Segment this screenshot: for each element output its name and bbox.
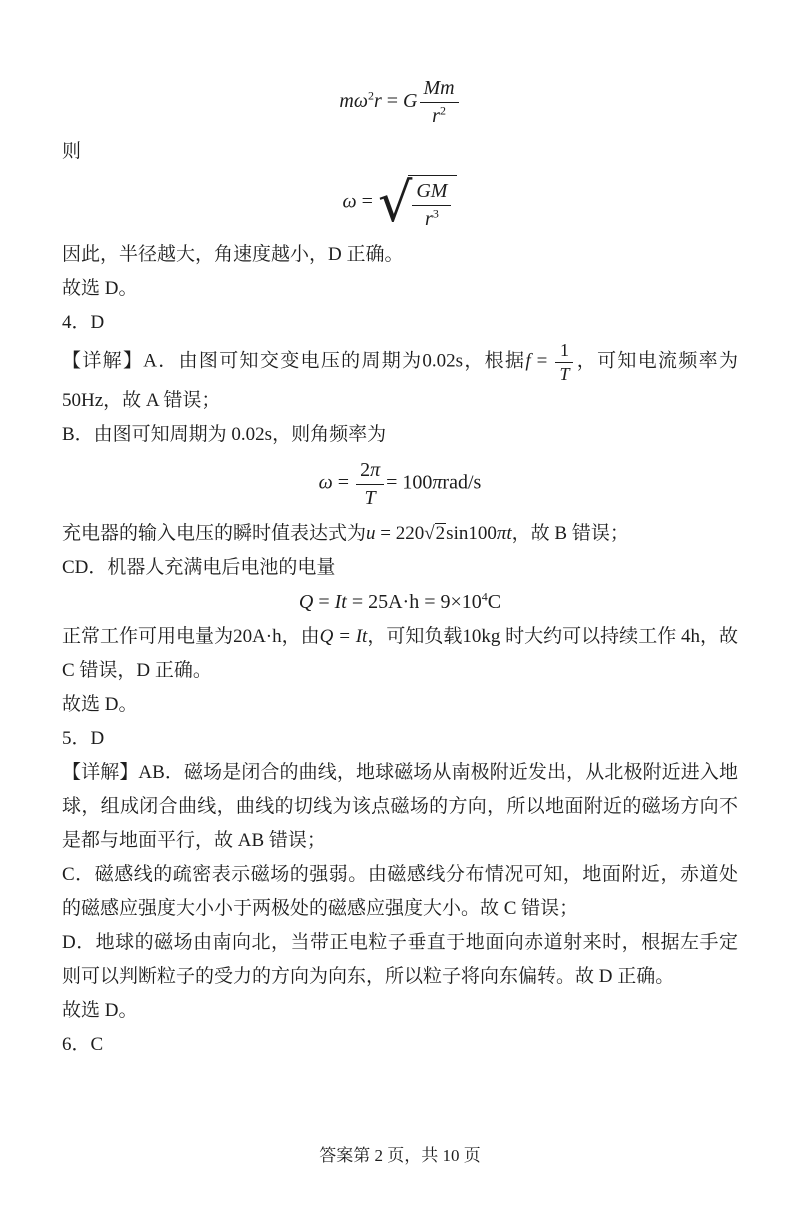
var-f: f xyxy=(525,350,531,372)
var-u: u xyxy=(366,522,376,544)
var-omega: ω xyxy=(318,471,333,494)
exponent: 3 xyxy=(432,206,439,221)
formula-omega-sqrt xyxy=(62,171,738,234)
var-omega: ω xyxy=(342,190,357,213)
formula-gravity-equation xyxy=(62,76,738,128)
q3-then-text: 则 xyxy=(62,141,82,162)
q4-a-pre-text: 【详解】A．由图可知交变电压的周期为0.02s，根据 xyxy=(62,350,526,372)
equals-220: = 220 xyxy=(375,522,425,544)
equals-sign: = xyxy=(356,190,378,213)
fraction-numerator xyxy=(420,76,459,103)
q3-conclusion-text: 因此，半径越大，角速度越小，D 正确。 xyxy=(62,244,404,265)
var-r: r xyxy=(425,208,433,230)
var-Mm: Mm xyxy=(423,77,455,99)
page-footer: 答案第 2 页，共 10 页 xyxy=(319,1146,481,1165)
fraction-denominator xyxy=(412,206,451,231)
exponent: 4 xyxy=(481,589,488,604)
radical-expression xyxy=(377,171,458,234)
fraction-numerator xyxy=(356,458,384,485)
var-Q-It: Q = It xyxy=(319,625,368,647)
q4-choose-text: 故选 D。 xyxy=(62,693,138,715)
var-T: T xyxy=(559,363,570,384)
q4-normal-work xyxy=(62,620,738,688)
exponent: 2 xyxy=(439,103,446,118)
radicand: 2 xyxy=(435,522,446,544)
result-value: = 100 xyxy=(386,471,433,494)
equals-sign: = xyxy=(381,89,404,112)
exponent: 2 xyxy=(367,87,374,102)
var-pi: π xyxy=(370,458,381,481)
unit-rad-s: rad/s xyxy=(442,471,482,494)
formula-angular-frequency xyxy=(62,458,738,510)
formula-charge xyxy=(62,591,738,613)
q4-u-pre-text: 充电器的输入电压的瞬时值表达式为 xyxy=(62,522,367,544)
q5-choose-text: 故选 D。 xyxy=(62,999,138,1021)
fraction-numerator xyxy=(412,179,451,206)
radical-sign-icon: √ xyxy=(377,171,413,234)
sqrt-2 xyxy=(424,517,446,551)
var-G: G xyxy=(403,89,418,112)
q4-detail-a xyxy=(62,340,738,418)
q5-detail-d: D．地球的磁场由南向北，当带正电粒子垂直于地面向赤道射来时，根据左手定则可以判断粒子的受力的方向为向东，所以粒子将向东偏转。故 D 正确。 xyxy=(62,931,738,987)
q3-choose-text: 故选 D。 xyxy=(62,278,138,299)
radicand xyxy=(408,175,457,231)
fraction-denominator xyxy=(356,485,384,510)
var-T: T xyxy=(364,486,376,509)
q4-normal-pre-text: 正常工作可用电量为20A·h，由 xyxy=(62,625,320,647)
formula-lhs xyxy=(339,87,418,112)
fraction-denominator xyxy=(420,103,459,128)
radical-sign-icon: √ xyxy=(424,522,435,544)
fraction-numerator: 1 xyxy=(555,340,573,363)
unit-coulomb: C xyxy=(487,590,502,613)
num-2: 2 xyxy=(360,458,371,481)
sin-term: sin100 xyxy=(446,522,497,544)
var-It: It xyxy=(334,590,347,613)
q6-answer-head: 6．C xyxy=(62,1033,104,1055)
equals-sign: = xyxy=(332,471,355,494)
fraction-denominator xyxy=(555,363,573,384)
q5-detail-ab: 【详解】AB．磁场是闭合的曲线，地球磁场从南极附近发出，从北极附近进入地球，组成闭合曲线，曲线的切线为该点磁场的方向，所以地面附近的磁场方向不是都与地面平行，故 AB 错误； xyxy=(62,761,738,851)
fraction-Mm-over-r2 xyxy=(420,76,459,128)
var-r: r xyxy=(373,89,382,112)
q5-detail-c: C．磁感线的疏密表示磁场的强弱。由磁感线分布情况可知，地面附近，赤道处的磁感应强度大小小于两极处的磁感应强度大小。故 C 错误； xyxy=(62,863,738,919)
q4-u-tail-text: ，故 B 错误； xyxy=(511,522,629,544)
result-value: = 25A·h = 9×10 xyxy=(346,590,482,613)
q4-answer-head: 4．D xyxy=(62,312,105,333)
q4-a-post-text: ，可知电流频率为50Hz，故 A 错误； xyxy=(62,350,738,411)
q4-detail-u xyxy=(62,517,738,551)
var-pi-t: πt xyxy=(496,522,512,544)
fraction-2pi-over-T xyxy=(356,458,384,510)
var-m-omega: mω xyxy=(339,89,368,112)
q4-detail-b: B．由图可知周期为 0.02s，则角频率为 xyxy=(62,423,387,445)
equals-sign: = xyxy=(530,350,554,372)
var-pi: π xyxy=(432,471,443,494)
fraction-GM-over-r3 xyxy=(412,179,451,231)
var-r: r xyxy=(432,105,440,127)
equals-sign: = xyxy=(313,590,335,613)
q5-answer-head: 5．D xyxy=(62,727,105,749)
q4-normal-post-text: ，可知负载10kg 时大约可以持续工作 4h，故 C 错误，D 正确。 xyxy=(62,625,738,681)
var-GM: GM xyxy=(416,180,448,202)
fraction-1-over-T xyxy=(555,340,573,384)
var-Q: Q xyxy=(298,590,314,613)
q4-detail-cd: CD．机器人充满电后电池的电量 xyxy=(62,556,336,578)
